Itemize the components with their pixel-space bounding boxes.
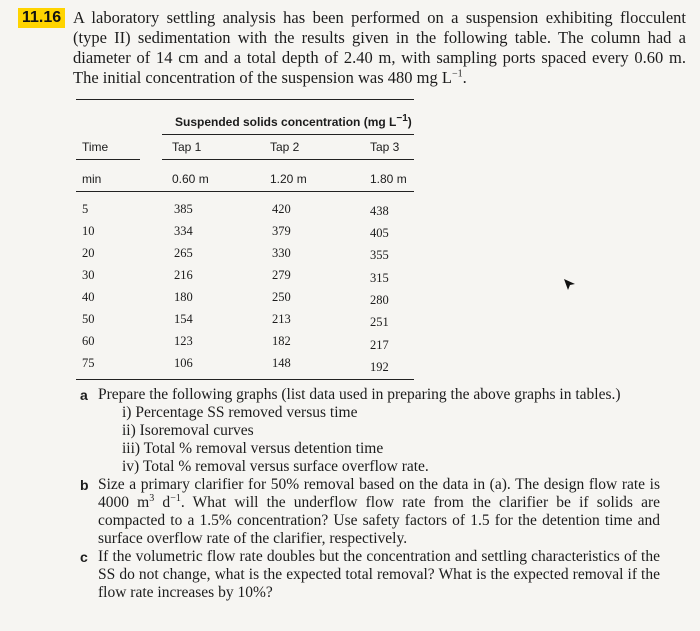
tap1-depth: 0.60 m	[172, 172, 209, 186]
question-letter: a	[80, 387, 88, 403]
time-cell: 40	[82, 290, 95, 304]
time-header: Time	[82, 140, 109, 154]
tap1-cell: 216	[174, 268, 193, 282]
question-c-text: If the volumetric flow rate doubles but the concentration and settling characteristics of the SS do not change, what is the expected total removal? What is the expected removal if the flow rate increases by 10%?	[98, 548, 660, 601]
tap2-header: Tap 2	[270, 140, 300, 154]
problem-number: 11.16	[18, 8, 65, 28]
time-unit: min	[82, 172, 102, 186]
tap3-cell: 280	[370, 293, 389, 307]
time-cell: 10	[82, 224, 95, 238]
tap-header-rule	[162, 159, 414, 160]
tap1-cell: 106	[174, 356, 193, 370]
time-cell: 20	[82, 246, 95, 260]
question-letter: c	[80, 549, 88, 565]
tap3-cell: 251	[370, 315, 389, 329]
tap2-cell: 250	[272, 290, 291, 304]
time-cell: 30	[82, 268, 95, 282]
time-cell: 60	[82, 334, 95, 348]
mouse-pointer-icon	[563, 278, 577, 292]
sub-item: iii) Total % removal versus detention time	[122, 440, 384, 457]
question-letter: b	[80, 477, 89, 493]
tap3-cell: 438	[370, 204, 389, 218]
table-bottom-rule	[76, 379, 414, 380]
question-b-text: Size a primary clarifier for 50% removal based on the data in (a). The design flow rate is 4000 $m^3$ $d^{-1}$. What will the underflow flow rate from the clarifier be if solids are compacted to a 1.5% concentration? Use safety factors of 1.5 for the detention time and surface overflow rate of the clarifier, respectively.	[98, 476, 661, 547]
tap1-cell: 154	[174, 312, 193, 326]
tap3-cell: 405	[370, 226, 389, 240]
sub-item: ii) Isoremoval curves	[122, 422, 254, 439]
tap2-cell: 330	[272, 246, 291, 260]
unit-row-rule	[76, 191, 414, 192]
problem-text: A laboratory settling analysis has been performed on a suspension exhibiting flocculent (type II) sedimentation with the results given in the following table. The column had a diameter of 14 cm and a total depth of 2.40 m, with sampling ports spaced every 0.60 m. The initial concentration of the suspension was 480 mg L	[73, 8, 686, 87]
tap2-cell: 182	[272, 334, 291, 348]
tap2-cell: 279	[272, 268, 291, 282]
tap1-cell: 123	[174, 334, 193, 348]
time-cell: 50	[82, 312, 95, 326]
sub-item: i) Percentage SS removed versus time	[122, 404, 358, 421]
tap2-cell: 420	[272, 202, 291, 216]
tap3-depth: 1.80 m	[370, 172, 407, 186]
question-c	[80, 548, 660, 602]
tap1-cell: 334	[174, 224, 193, 238]
questions	[80, 386, 660, 602]
tap3-cell: 217	[370, 338, 389, 352]
sub-item: iv) Total % removal versus surface overflow rate.	[122, 458, 429, 475]
tap1-cell: 385	[174, 202, 193, 216]
tap2-cell: 213	[272, 312, 291, 326]
tap1-cell: 180	[174, 290, 193, 304]
question-b	[80, 476, 660, 548]
question-a	[80, 386, 660, 476]
tap3-cell: 192	[370, 360, 389, 374]
time-header-rule	[76, 159, 140, 160]
time-cell: 5	[82, 202, 89, 216]
problem-statement: 11.16 A laboratory settling analysis has been performed on a suspension exhibiting flocculent (type II) sedimentation with the results given in the following table. The column had a diameter of 14 cm and a total depth of 2.40 m, with sampling ports spaced every 0.60 m. The initial concentration of the suspension was 480 mg $L^{-1}$.	[18, 8, 686, 88]
group-header: Suspended solids concentration (mg $L^{-1}$)	[175, 113, 412, 129]
tap1-header: Tap 1	[172, 140, 202, 154]
table-top-rule	[76, 99, 414, 100]
tap2-cell: 379	[272, 224, 291, 238]
tap3-header: Tap 3	[370, 140, 400, 154]
tap2-depth: 1.20 m	[270, 172, 307, 186]
time-cell: 75	[82, 356, 95, 370]
tap3-cell: 315	[370, 271, 389, 285]
group-header-rule	[162, 134, 414, 135]
tap3-cell: 355	[370, 248, 389, 262]
tap1-cell: 265	[174, 246, 193, 260]
tap2-cell: 148	[272, 356, 291, 370]
question-a-text: Prepare the following graphs (list data used in preparing the above graphs in tables.)	[98, 386, 621, 403]
